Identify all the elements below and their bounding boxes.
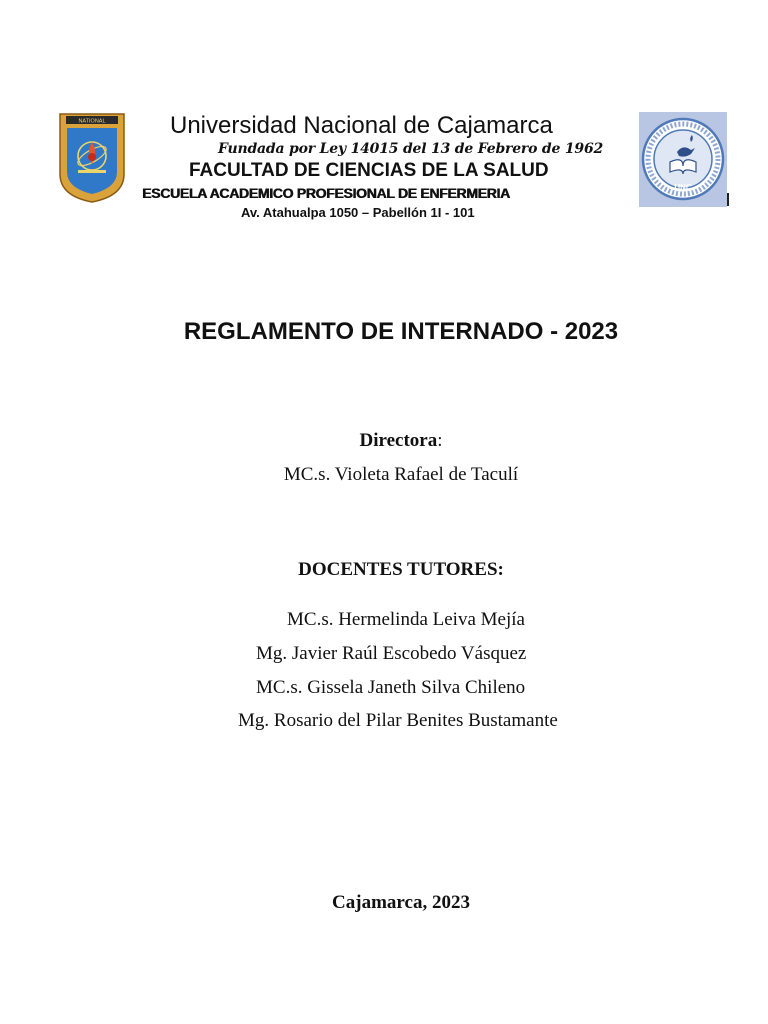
school-name: ESCUELA ACADEMICO PROFESIONAL DE ENFERMERIA	[142, 185, 510, 201]
tutor-name: Mg. Rosario del Pilar Benites Bustamante	[238, 710, 558, 731]
nursing-school-seal-logo	[639, 112, 727, 207]
university-name: Universidad Nacional de Cajamarca	[170, 112, 553, 139]
tutor-name: MC.s. Gissela Janeth Silva Chileno	[256, 677, 526, 698]
tutor-name: Mg. Javier Raúl Escobedo Vásquez	[256, 643, 527, 664]
shield-banner-text: NATIONAL	[78, 118, 106, 125]
director-label: Directora	[359, 430, 438, 451]
header-mark	[727, 193, 729, 206]
director-colon: :	[437, 430, 443, 451]
address-line: Av. Atahualpa 1050 – Pabellón 1I - 101	[241, 205, 475, 220]
faculty-name: FACULTAD DE CIENCIAS DE LA SALUD	[189, 160, 549, 181]
document-title: REGLAMENTO DE INTERNADO - 2023	[183, 318, 619, 345]
tutors-heading: DOCENTES TUTORES:	[298, 559, 504, 580]
director-label-line	[0, 430, 768, 452]
tutor-name: MC.s. Hermelinda Leiva Mejía	[287, 609, 525, 630]
city-year: Cajamarca, 2023	[332, 892, 470, 913]
seal-text: UNC	[674, 183, 692, 192]
director-name: MC.s. Violeta Rafael de Taculí	[283, 464, 519, 485]
foundation-line: Fundada por Ley 14015 del 13 de Febrero de 1962	[218, 141, 604, 157]
university-shield-logo	[58, 112, 126, 204]
